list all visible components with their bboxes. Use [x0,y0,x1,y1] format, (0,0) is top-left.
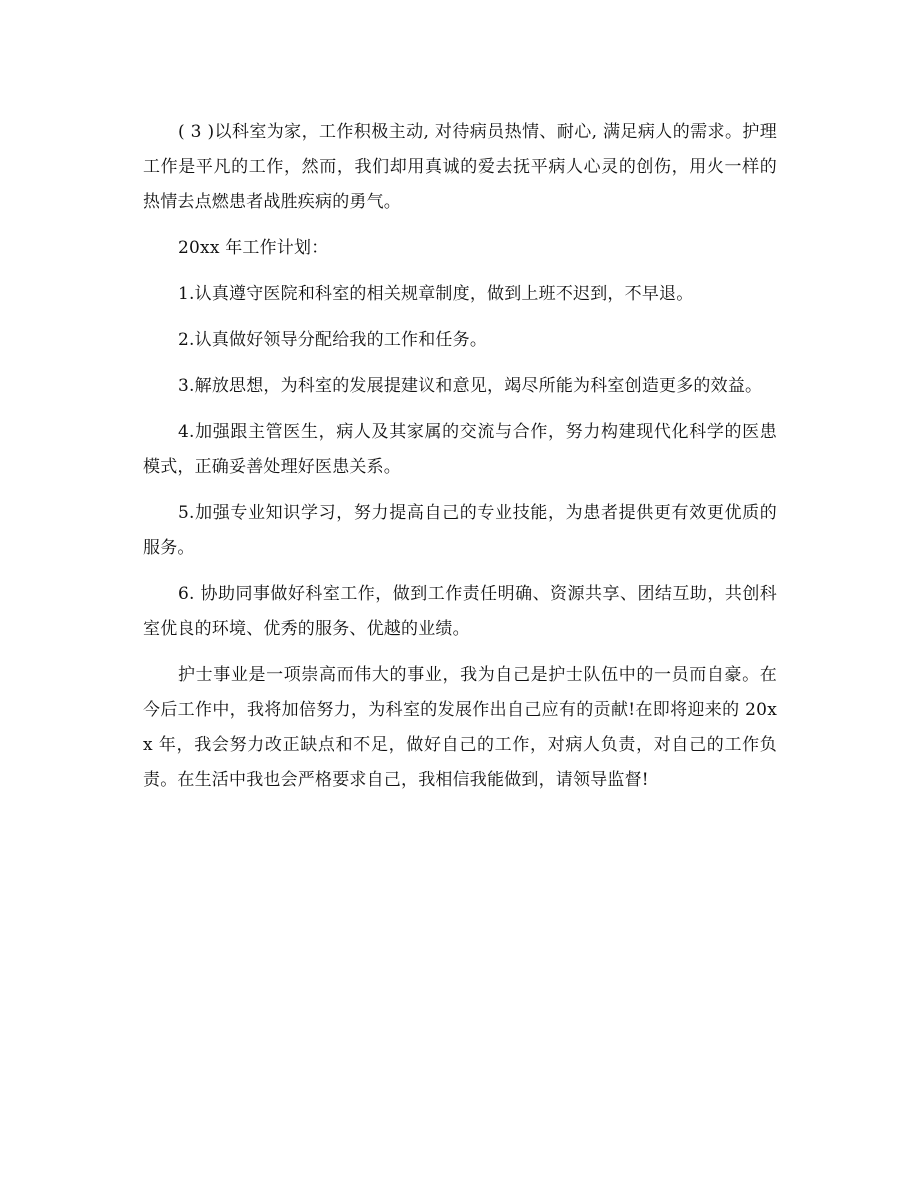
paragraph-plan-item-4: 4.加强跟主管医生，病人及其家属的交流与合作，努力构建现代化科学的医患模式，正确妥善处理好医患关系。 [143,422,777,477]
paragraph-plan-item-5: 5.加强专业知识学习，努力提高自己的专业技能，为患者提供更有效更优质的服务。 [143,503,777,558]
paragraph-plan-heading: 20xx 年工作计划： [178,238,329,258]
paragraph-conclusion: 护士事业是一项崇高而伟大的事业，我为自己是护士队伍中的一员而自豪。在今后工作中，我将加倍努力，为科室的发展作出自己应有的贡献!在即将迎来的 20xx 年，我会努力改正缺点和不足，做好自己的工作，对病人负责，对自己的工作负责。在生活中我也会严格要求自己，我相信我能做到，请领导监督! [143,665,777,790]
paragraph-plan-item-2: 2.认真做好领导分配给我的工作和任务。 [178,330,488,350]
paragraph-plan-item-6: 6. 协助同事做好科室工作，做到工作责任明确、资源共享、团结互助，共创科室优良的环境、优秀的服务、优越的业绩。 [143,584,777,639]
paragraph-plan-item-1: 1.认真遵守医院和科室的相关规章制度，做到上班不迟到，不早退。 [178,284,694,304]
paragraph-plan-item-3: 3.解放思想，为科室的发展提建议和意见，竭尽所能为科室创造更多的效益。 [178,376,763,396]
document-body [143,115,777,809]
paragraph-dedication: ( 3 )以科室为家，工作积极主动, 对待病员热情、耐心, 满足病人的需求。护理工作是平凡的工作，然而，我们却用真诚的爱去抚平病人心灵的创伤，用火一样的热情去点燃患者战胜疾病的勇气。 [143,122,777,212]
